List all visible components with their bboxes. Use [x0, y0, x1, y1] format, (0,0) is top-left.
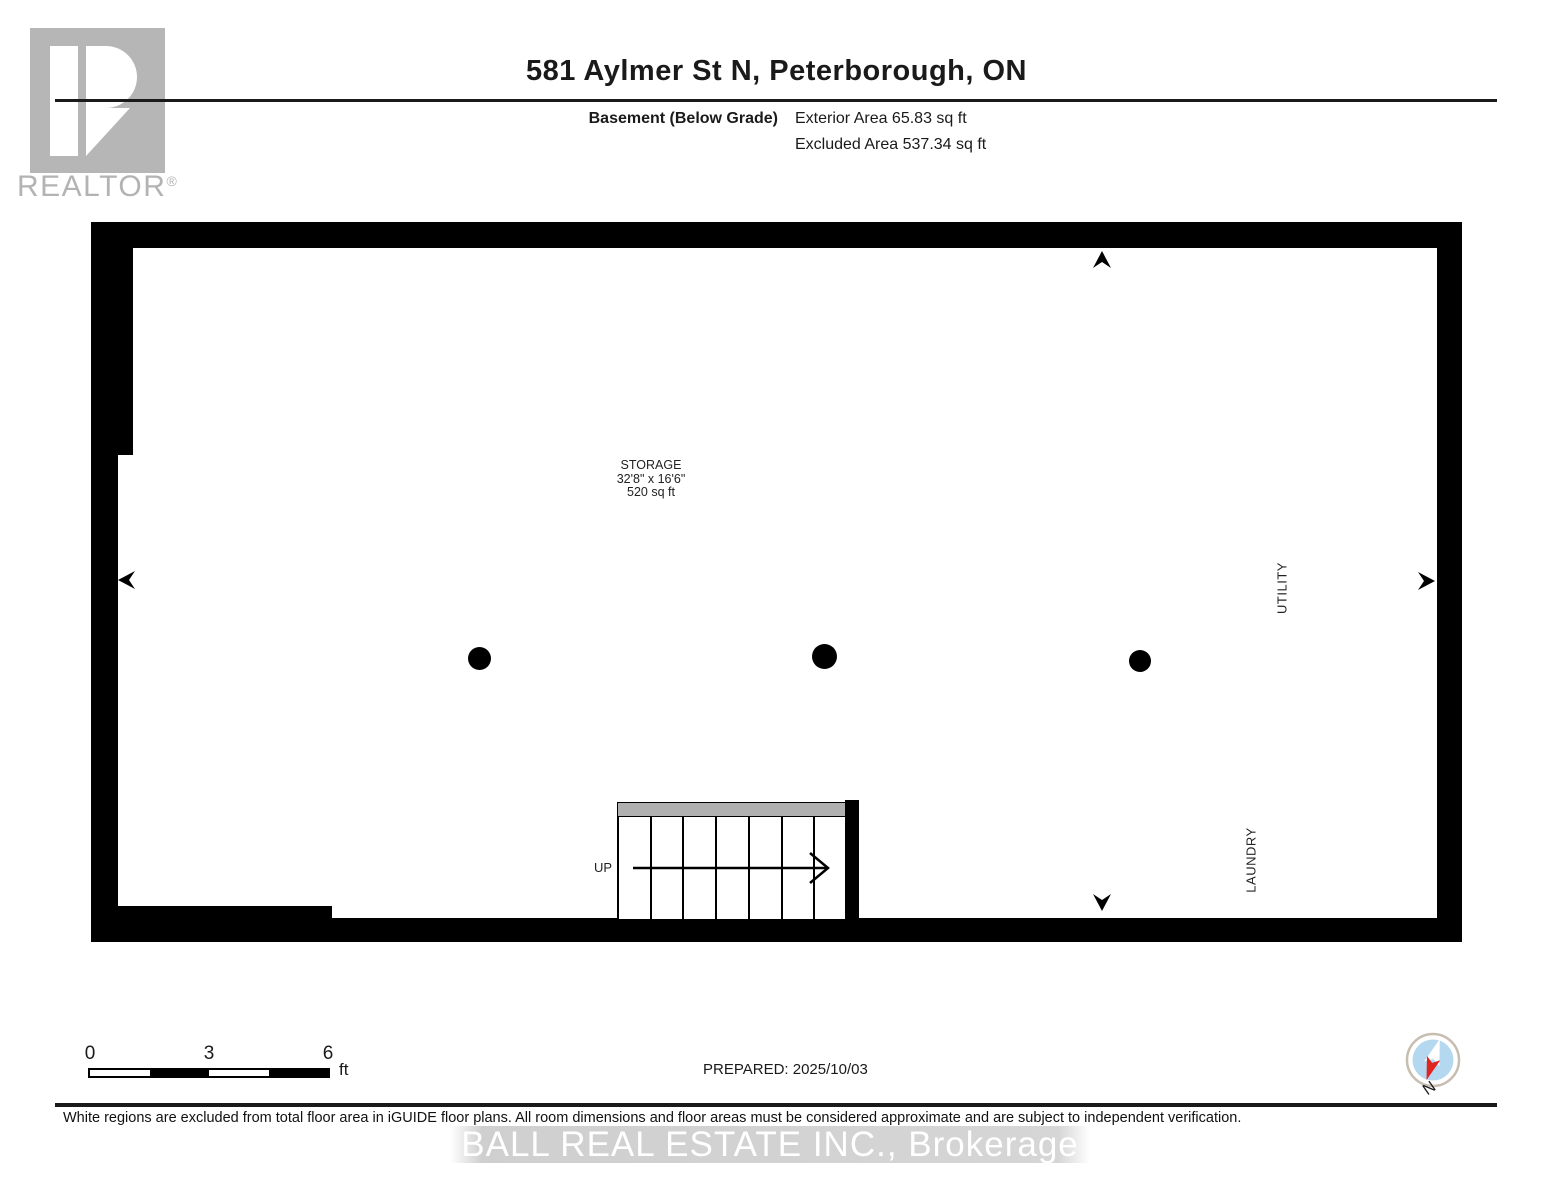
wall-bottom-thick-segment	[91, 906, 332, 942]
scale-label-6: 6	[322, 1043, 334, 1064]
wall-right	[1437, 222, 1462, 942]
wall-left-thick-segment	[91, 222, 133, 455]
scale-bar	[88, 1068, 330, 1078]
realtor-logo-text: REALTOR®	[17, 170, 179, 203]
floor-name-label: Basement (Below Grade)	[588, 110, 778, 127]
brokerage-watermark: BALL REAL ESTATE INC., Brokerage	[450, 1126, 1090, 1163]
disclaimer-text: White regions are excluded from total floor area in iGUIDE floor plans. All room dimensions and floor areas must be considered approximate and are subject to independent verification.	[63, 1110, 1242, 1126]
excluded-area-label: Excluded Area 537.34 sq ft	[795, 136, 987, 153]
header-divider	[55, 99, 1497, 102]
prepared-date-label: PREPARED: 2025/10/03	[703, 1061, 868, 1078]
north-dart-icon	[1093, 251, 1111, 268]
support-column-dot	[468, 647, 491, 670]
stair-side-wall	[845, 800, 859, 920]
storage-room-dimensions: 32'8" x 16'6"	[616, 471, 686, 486]
exterior-area-label: Exterior Area 65.83 sq ft	[795, 110, 967, 127]
storage-room-label	[591, 459, 711, 500]
compass-north-label: N	[1419, 1078, 1440, 1099]
support-column-dot	[1129, 650, 1151, 672]
east-dart-icon	[1418, 572, 1435, 590]
scale-unit-label: ft	[339, 1060, 349, 1079]
utility-room-label: UTILITY	[1274, 562, 1290, 614]
storage-room-name: STORAGE	[620, 458, 682, 472]
south-dart-icon	[1093, 894, 1111, 911]
storage-room-area: 520 sq ft	[627, 485, 675, 499]
support-column-dot	[812, 644, 837, 669]
west-dart-icon	[118, 571, 135, 589]
stairs-up-arrow-icon	[630, 851, 832, 885]
laundry-room-label: LAUNDRY	[1243, 827, 1259, 893]
scale-label-0: 0	[84, 1043, 96, 1064]
wall-top	[91, 222, 1462, 248]
stairs-up-label: UP	[593, 860, 612, 875]
page-title: 581 Aylmer St N, Peterborough, ON	[525, 55, 1028, 87]
scale-label-3: 3	[203, 1043, 215, 1064]
footer-divider	[55, 1103, 1497, 1107]
registered-mark-icon: ®	[166, 173, 179, 189]
stair-landing	[617, 802, 846, 817]
